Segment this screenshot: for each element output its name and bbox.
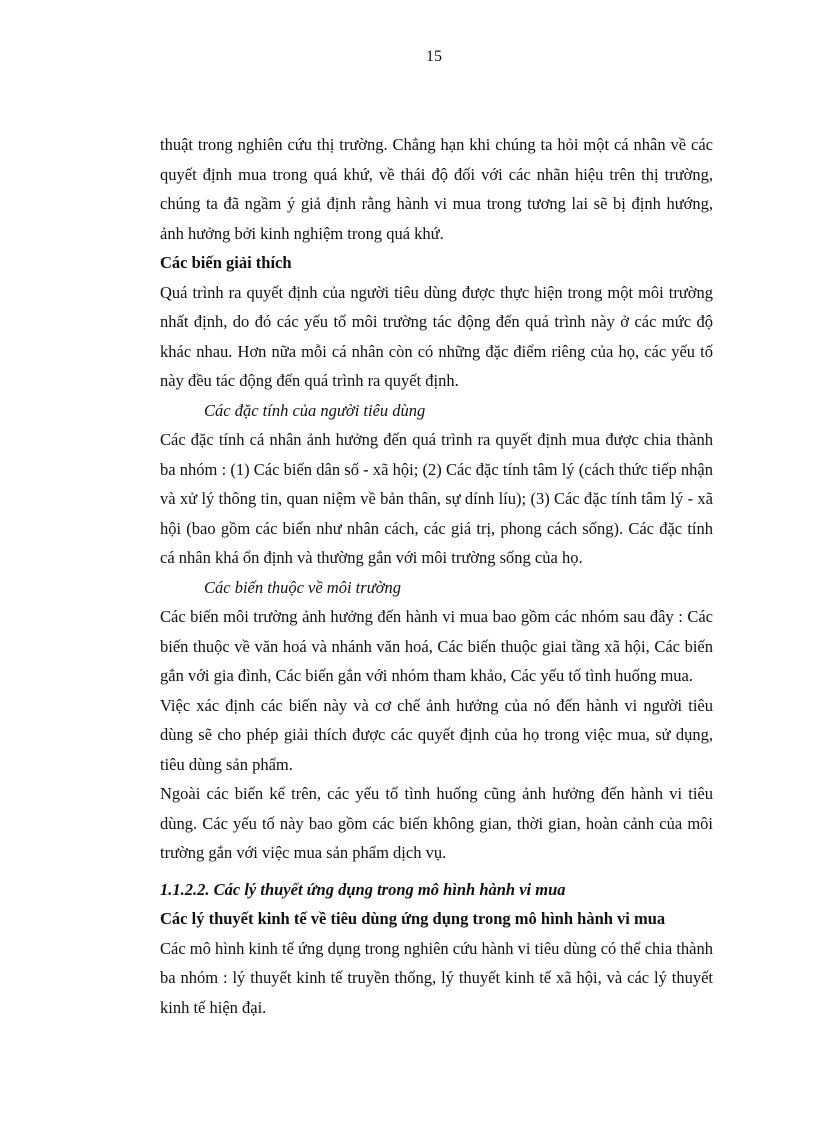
document-body (160, 130, 713, 1022)
heading-economic-theories: Các lý thuyết kinh tế về tiêu dùng ứng dụng trong mô hình hành vi mua (160, 909, 666, 928)
page-number: 15 (426, 48, 442, 65)
heading-environmental-variables: Các biến thuộc về môi trường (204, 577, 401, 597)
heading-explanatory-variables: Các biến giải thích (160, 253, 292, 272)
section-title-applied-theories: 1.1.2.2. Các lý thuyết ứng dụng trong mô hình hành vi mua (160, 879, 566, 899)
paragraph-decision-environment: Quá trình ra quyết định của người tiêu dùng được thực hiện trong một môi trường nhất định, do đó các yếu tố môi trường tác động đến quá trình này ở các mức độ khác nhau. Hơn nữa mỗi cá nhân còn có những đặc điểm riêng của họ, các yếu tố này đều tác động đến quá trình ra quyết định. (160, 282, 713, 390)
paragraph-identify-variables: Việc xác định các biến này và cơ chế ảnh hưởng của nó đến hành vi người tiêu dùng sẽ cho phép giải thích được các quyết định của họ trong việc mua, sử dụng, tiêu dùng sản phẩm. (160, 695, 713, 774)
paragraph-economic-models: Các mô hình kinh tế ứng dụng trong nghiên cứu hành vi tiêu dùng có thể chia thành ba nhóm : lý thuyết kinh tế truyền thống, lý thuyết kinh tế xã hội, và các lý thuyết kinh tế hiện đại. (160, 938, 713, 1017)
paragraph-research-intro: thuật trong nghiên cứu thị trường. Chẳng hạn khi chúng ta hỏi một cá nhân về các quyết định mua trong quá khứ, về thái độ đối với các nhãn hiệu trên thị trường, chúng ta đã ngầm ý giả định rằng hành vi mua trong tương lai sẽ bị định hướng, ảnh hưởng bởi kinh nghiệm trong quá khứ. (160, 135, 713, 243)
paragraph-situational-factors: Ngoài các biến kể trên, các yếu tố tình huống cũng ảnh hưởng đến hành vi tiêu dùng. Các yếu tố này bao gồm các biến không gian, thời gian, hoàn cảnh của môi trường gắn với việc mua sản phẩm dịch vụ. (160, 784, 713, 862)
paragraph-environment-groups: Các biến môi trường ảnh hưởng đến hành vi mua bao gồm các nhóm sau đây : Các biến thuộc về văn hoá và nhánh văn hoá, Các biến thuộc giai tầng xã hội, Các biến gắn với gia đình, Các biến gắn với nhóm tham khảo, Các yếu tố tình huống mua. (160, 607, 713, 685)
heading-consumer-characteristics: Các đặc tính của người tiêu dùng (204, 400, 426, 420)
paragraph-personal-characteristics: Các đặc tính cá nhân ảnh hưởng đến quá trình ra quyết định mua được chia thành ba nhóm : (1) Các biến dân số - xã hội; (2) Các đặc tính tâm lý (cách thức tiếp nhận và xử lý thông tin, quan niệm về bản thân, sự dính líu); (3) Các đặc tính tâm lý - xã hội (bao gồm các biến như nhân cách, các giá trị, phong cách sống). Các đặc tính cá nhân khá ổn định và thường gắn với môi trường sống của họ. (160, 430, 713, 567)
